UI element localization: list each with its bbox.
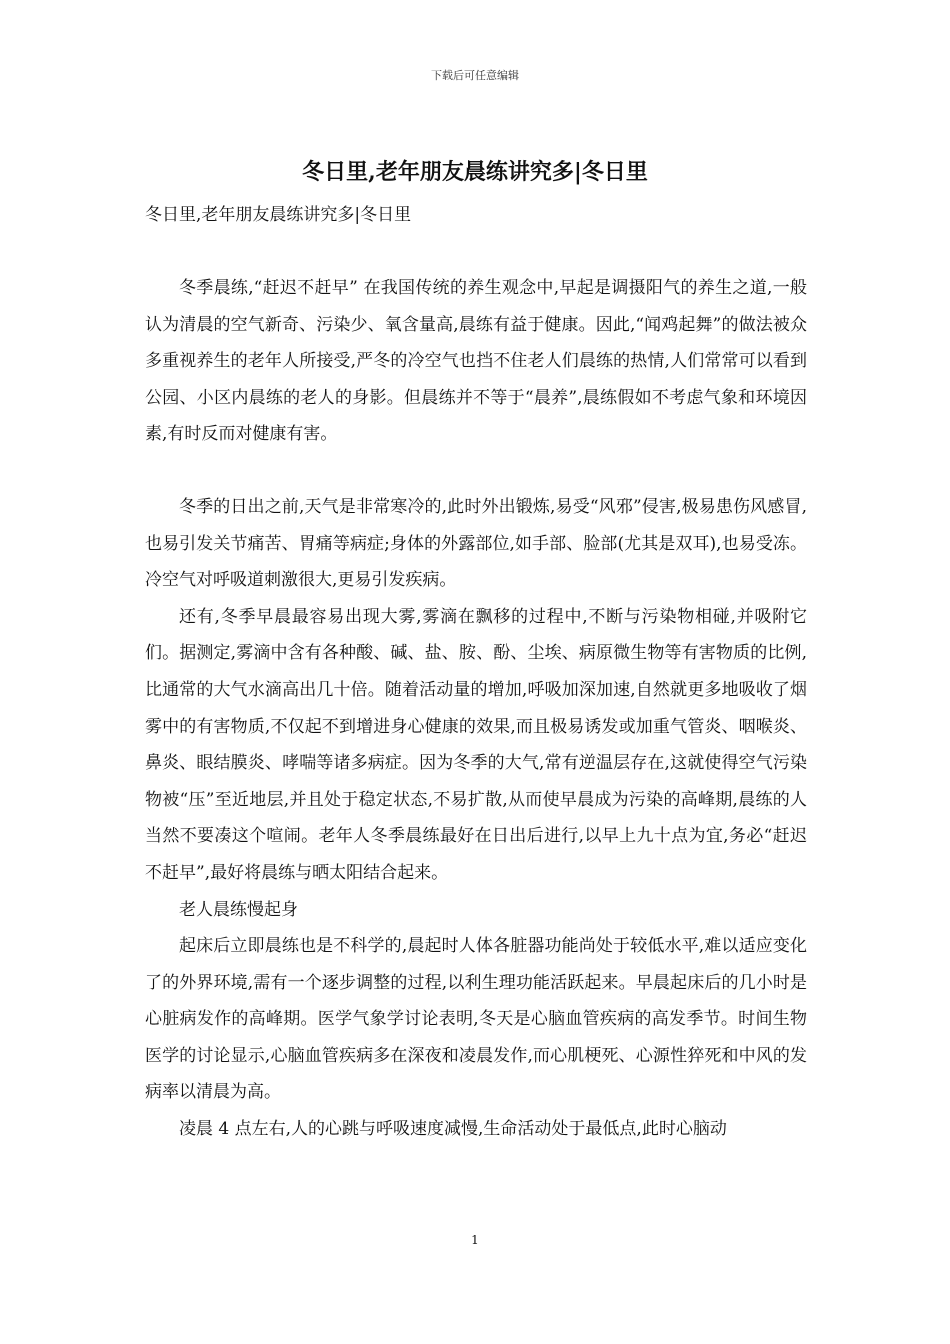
document-body: [145, 270, 807, 1148]
page-number: 1: [471, 1233, 479, 1247]
paragraph-4am: 凌晨 4 点左右,人的心跳与呼吸速度减慢,生命活动处于最低点,此时心脑动: [179, 1119, 727, 1140]
paragraph-cold-weather: 冬季的日出之前,天气是非常寒冷的,此时外出锻炼,易受“风邪”侵害,极易患伤风感冒,也易引发关节痛苦、胃痛等病症;身体的外露部位,如手部、脸部(尤其是双耳),也易受冻。冷空气对呼吸道刺激很大,更易引发疾病。: [145, 496, 807, 591]
section-heading-slow-rise: 老人晨练慢起身: [179, 899, 298, 920]
document-subtitle: 冬日里,老年朋友晨练讲究多|冬日里: [145, 205, 412, 225]
paragraph-morning-heart: 起床后立即晨练也是不科学的,晨起时人体各脏器功能尚处于较低水平,难以适应变化了的外界环境,需有一个逐步调整的过程,以利生理功能活跃起来。早晨起床后的几小时是心脏病发作的高峰期。医学气象学讨论表明,冬天是心脑血管疾病的高发季节。时间生物医学的讨论显示,心脑血管疾病多在深夜和凌晨发作,而心肌梗死、心源性猝死和中风的发病率以清晨为高。: [145, 936, 807, 1103]
paragraph-intro: 冬季晨练,“赶迟不赶早” 在我国传统的养生观念中,早起是调摄阳气的养生之道,一般认为清晨的空气新奇、污染少、氧含量高,晨练有益于健康。因此,“闻鸡起舞”的做法被众多重视养生的老年人所接受,严冬的冷空气也挡不住老人们晨练的热情,人们常常可以看到公园、小区内晨练的老人的身影。但晨练并不等于“晨养”,晨练假如不考虑气象和环境因素,有时反而对健康有害。: [145, 278, 807, 445]
paragraph-fog-pollution: 还有,冬季早晨最容易出现大雾,雾滴在飘移的过程中,不断与污染物相碰,并吸附它们。据测定,雾滴中含有各种酸、碱、盐、胺、酚、尘埃、病原微生物等有害物质的比例,比通常的大气水滴高出几十倍。随着活动量的增加,呼吸加深加速,自然就更多地吸收了烟雾中的有害物质,不仅起不到增进身心健康的效果,而且极易诱发或加重气管炎、咽喉炎、鼻炎、眼结膜炎、哮喘等诸多病症。因为冬季的大气,常有逆温层存在,这就使得空气污染物被“压”至近地层,并且处于稳定状态,不易扩散,从而使早晨成为污染的高峰期,晨练的人当然不要凑这个喧闹。老年人冬季晨练最好在日出后进行,以早上九十点为宜,务必“赶迟不赶早”,最好将晨练与晒太阳结合起来。: [145, 606, 807, 883]
document-title: 冬日里,老年朋友晨练讲究多|冬日里: [302, 159, 648, 185]
page-header-note: 下载后可任意编辑: [431, 69, 519, 82]
